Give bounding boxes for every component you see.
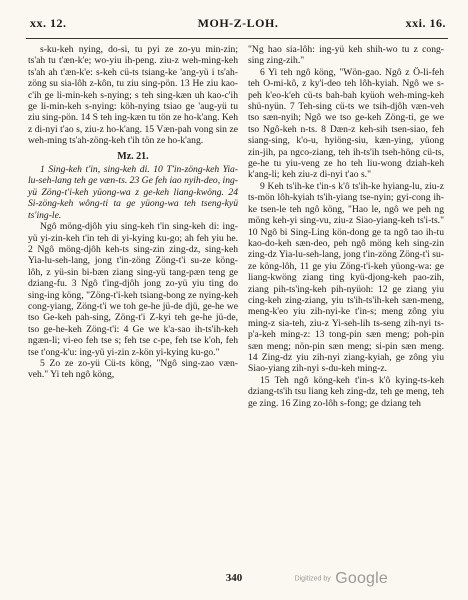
header-book-title: MOH-Z-LOH. — [197, 16, 279, 30]
running-header — [30, 16, 446, 36]
watermark-logo: Google — [335, 569, 388, 587]
left-paragraph-2: Ngô möng-djôh yiu sing-keh t'in sing-keh di: ing-yü yi-zin-keh t'in teh di yi-kying ku-go; ah feh yiu he. 2 Ngô möng-djôh keh-ts sing-zin zing-dz, sing-keh Yia-lu-seh-lang, jong t'in-zöng Zöng-t'i su-ze köng-lôh, z yü-sin bi-bæn ziang sing-yü tang-pæn teng ge dziang-fu. 3 Ngô t'ing-djôh jong zo-yü yiu ting do sing-ing köng, "Zöng-t'i-keh tsiang-bong ze nying-keh cong-yiang, Zöng-t'i we toh ge-he jü-de djü, ge-he we tso Ge-keh pah-sing, Zöng-t'i Z-kyi teh ge-he jü-de, tso ge-he-keh Zöng-t'i: 4 Ge we k'a-sao ih-ts'ih-keh ngæn-li; vi-eo feh tse s; feh tse c-pe, feh tse k'oh, feh tse t'ong-k'u: ing-yü yi-zin z-kön yi-kying ku-go." — [28, 221, 238, 358]
left-paragraph-3: 5 Zo ze zo-yü Cü-ts köng, "Ngô sing-zao væn-veh." Yi teh ngô köng, — [28, 357, 238, 381]
header-chapter-left: xx. 12. — [30, 16, 67, 30]
watermark-caption: Digitized by — [294, 575, 331, 583]
chapter-summary: 1 Sing-keh t'in, sing-keh di. 10 T'in-zöng-keh Yia-lu-seh-lang teh ge væn-ts. 23 Ge feh iao nyih-deo, ing-yü Zöng-t'i-keh yüong-wa z ge-keh liang-kwöng. 24 Si-zöng-keh wông-ti ta ge yüong-wa teh tseng-kyü ts'ing-le. — [28, 164, 238, 221]
right-paragraph-4: 15 Teh ngô köng-keh t'in-s k'ô kying-ts-keh dziang-ts'ih tsu liang keh zing-dz, teh ge meng, teh ge zing. 16 Zing zo-lôh s-fong; ge dziang teh — [248, 374, 444, 409]
header-chapter-right: xxi. 16. — [405, 16, 446, 30]
left-paragraph-1: s-ku-keh nying, do-si, tu pyi ze zo-yu min-zin; ts'ah tu t'æn-k'e; wo-yiu ih-peng. ziu-z weh-ming-keh ts'ah ah t'æn-k'e: s-keh cü-ts tsiang-ke 'ang-yü i ts'ah-zöng su sia-lôh z-kôn, tu ziu sing-pön. 13 He ziu kao-c'ih ge li-min-keh s-nying; s teh sing-kæn uh kao-c'ih ge li-min-keh s-nying: köh-nying tsiao ge 'aug-yü tu ziu sing-pön. 14 S teh ing-kæn tu tön ze ho-k'ang. Keh z di-nyi t'ao s, ziu-z ho-k'ang. 15 Væn-pah vong sin ze weh-ming ts'ah-zöng-keh t'ih tön ze ho-k'ang. — [28, 44, 238, 147]
right-paragraph-2: 6 Yi teh ngô köng, "Wön-gao. Ngô z Ö-li-feh teh O-mi-kô, z ky'i-deo teh lôh-kyiah. Ngô we s-peh k'eo-k'eh cü-ts bah-bah kyüoh weh-ming-keh shü-nyün. 7 Teh-sing cü-ts we tsih-djôh væn-veh tso sæn-nyih; Ngô we tso ge-keh Zöng-ti, ge we tso Ngô-keh n-ts. 8 Dæn-z keh-sih tsen-siao, feh siang-sing, k'o-u, hyiöng-siu, kæn-ying, yüong zin-jih, pa ngco-ziang, teh ih-ts'ih tseh-höng cü-ts, ge-he tu yiu-veng ze ho teh liu-wong dziah-keh k'ang-li; keh ziu-z di-nyi t'ao s." — [248, 66, 444, 181]
right-column — [248, 44, 444, 409]
right-paragraph-3: 9 Keh ts'ih-ke t'in-s k'ô ts'ih-ke hyiang-lu, ziu-z ts-mön lôh-kyiah ts'ih-yiang tse-nyin; gyi-cong ih-ke tsen-le teh ngô köng, "Hao le, ngô we peh ng möng keh-yi sing-vu, ziu-z Siao-yiang-keh ts'i-ts." 10 Ngô bi Sing-Ling kön-dong ge ta ngô tao ih-tu kao-do-keh sæn-deo, peh ngô möng keh sing-zin zing-dz Yia-lu-seh-lang, jong t'in-zöng Zöng-t'i su-ze köng-lôh, 11 ge yiu Zöng-t'i-keh yüong-wa: ge liang-kwöng ziang ting kyü-djong-keh pao-zih, ziang pih-ts'ing-keh pih-nyüoh: 12 ge ziang yiu cing-keh zing-ziang, yiu ts'ih-ts'ih-keh sæn-meng, meng-k'eo yiu zih-nyi-ke t'in-s; meng zông yiu ming-z sia-teh, ziu-z Yi-seh-lih ts-seng zih-nyi ts-p'a-keh ming-z: 13 tong-pin sæn meng; poh-pin sæn meng; nön-pin sæn meng; si-pin sæn meng. 14 Zing-dz yiu zih-nyi ziang-kyiah, ge zông yiu Siao-yiang zih-nyi s-du-keh ming-z. — [248, 180, 444, 375]
header-rule — [26, 38, 448, 39]
left-column — [28, 44, 238, 381]
chapter-heading: Mz. 21. — [117, 150, 149, 162]
page-number: 340 — [225, 572, 243, 584]
right-paragraph-1: "Ng hao sia-lôh: ing-yü keh shih-wo tu z cong-sing zing-zih." — [248, 44, 444, 67]
digitization-watermark — [295, 570, 388, 588]
